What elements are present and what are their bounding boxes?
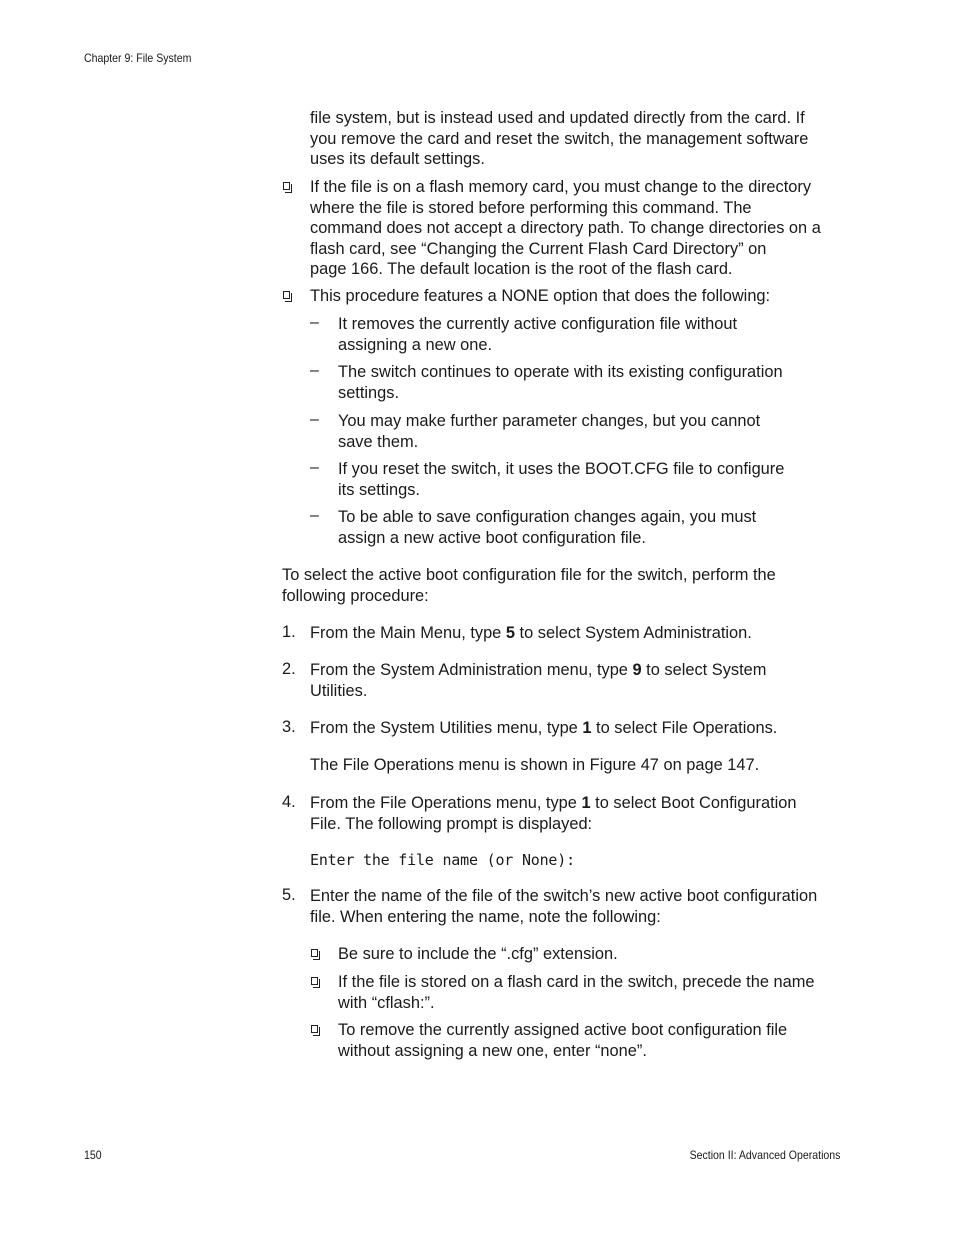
dash-bullet-icon: –	[310, 314, 319, 331]
checkbox-bullet-icon	[283, 291, 290, 299]
page-number: 150	[84, 1148, 102, 1162]
dash-item: To be able to save configuration changes again, you must assign a new active boot configuration file.	[338, 508, 757, 547]
prompt-code: Enter the file name (or None):	[310, 851, 575, 869]
continuation-paragraph: file system, but is instead used and updated directly from the card. If you remove the card and reset the switch, the management software uses its default settings.	[310, 109, 809, 168]
step-number: 4.	[282, 793, 296, 811]
running-header: Chapter 9: File System	[84, 51, 192, 65]
checkbox-bullet-icon	[311, 949, 318, 957]
dash-item: The switch continues to operate with its existing configuration settings.	[338, 363, 783, 402]
dash-bullet-icon: –	[310, 411, 319, 428]
checkbox-bullet-icon	[283, 182, 290, 190]
step-2: From the System Administration menu, type 9 to select System Utilities.	[310, 661, 767, 700]
dash-item: You may make further parameter changes, but you cannot save them.	[338, 412, 761, 451]
dash-bullet-icon: –	[310, 459, 319, 476]
sub-bullet: To remove the currently assigned active boot configuration file without assigning a new one, enter “none”.	[338, 1021, 788, 1060]
step-number: 5.	[282, 886, 296, 904]
step-1: From the Main Menu, type 5 to select System Administration.	[310, 624, 752, 642]
dash-item: It removes the currently active configuration file without assigning a new one.	[338, 315, 738, 354]
procedure-intro: To select the active boot configuration file for the switch, perform the following procedure:	[282, 566, 776, 605]
dash-bullet-icon: –	[310, 362, 319, 379]
dash-item: If you reset the switch, it uses the BOOT.CFG file to configure its settings.	[338, 460, 785, 499]
step-5: Enter the name of the file of the switch’s new active boot configuration file. When entering the name, note the following:	[310, 887, 818, 926]
step-number: 3.	[282, 718, 296, 736]
step-3-note: The File Operations menu is shown in Figure 47 on page 147.	[310, 756, 760, 774]
step-3: From the System Utilities menu, type 1 to select File Operations.	[310, 719, 778, 737]
sub-bullet: If the file is stored on a flash card in the switch, precede the name with “cflash:”.	[338, 973, 815, 1012]
running-footer-section: Section II: Advanced Operations	[689, 1148, 840, 1162]
bullet-flash-directory: If the file is on a flash memory card, you must change to the directory where the file is stored before performing this command. The command does not accept a directory path. To change directories on a flash card, see “Changing the Current Flash Card Directory” on page 166. The default location is the root of the flash card.	[310, 178, 821, 278]
checkbox-bullet-icon	[311, 977, 318, 985]
step-4: From the File Operations menu, type 1 to select Boot Configuration File. The following prompt is displayed:	[310, 794, 797, 833]
step-number: 2.	[282, 660, 296, 678]
step-number: 1.	[282, 623, 296, 641]
dash-bullet-icon: –	[310, 507, 319, 524]
sub-bullet: Be sure to include the “.cfg” extension.	[338, 945, 618, 963]
checkbox-bullet-icon	[311, 1025, 318, 1033]
bullet-none-option: This procedure features a NONE option that does the following:	[310, 287, 771, 305]
